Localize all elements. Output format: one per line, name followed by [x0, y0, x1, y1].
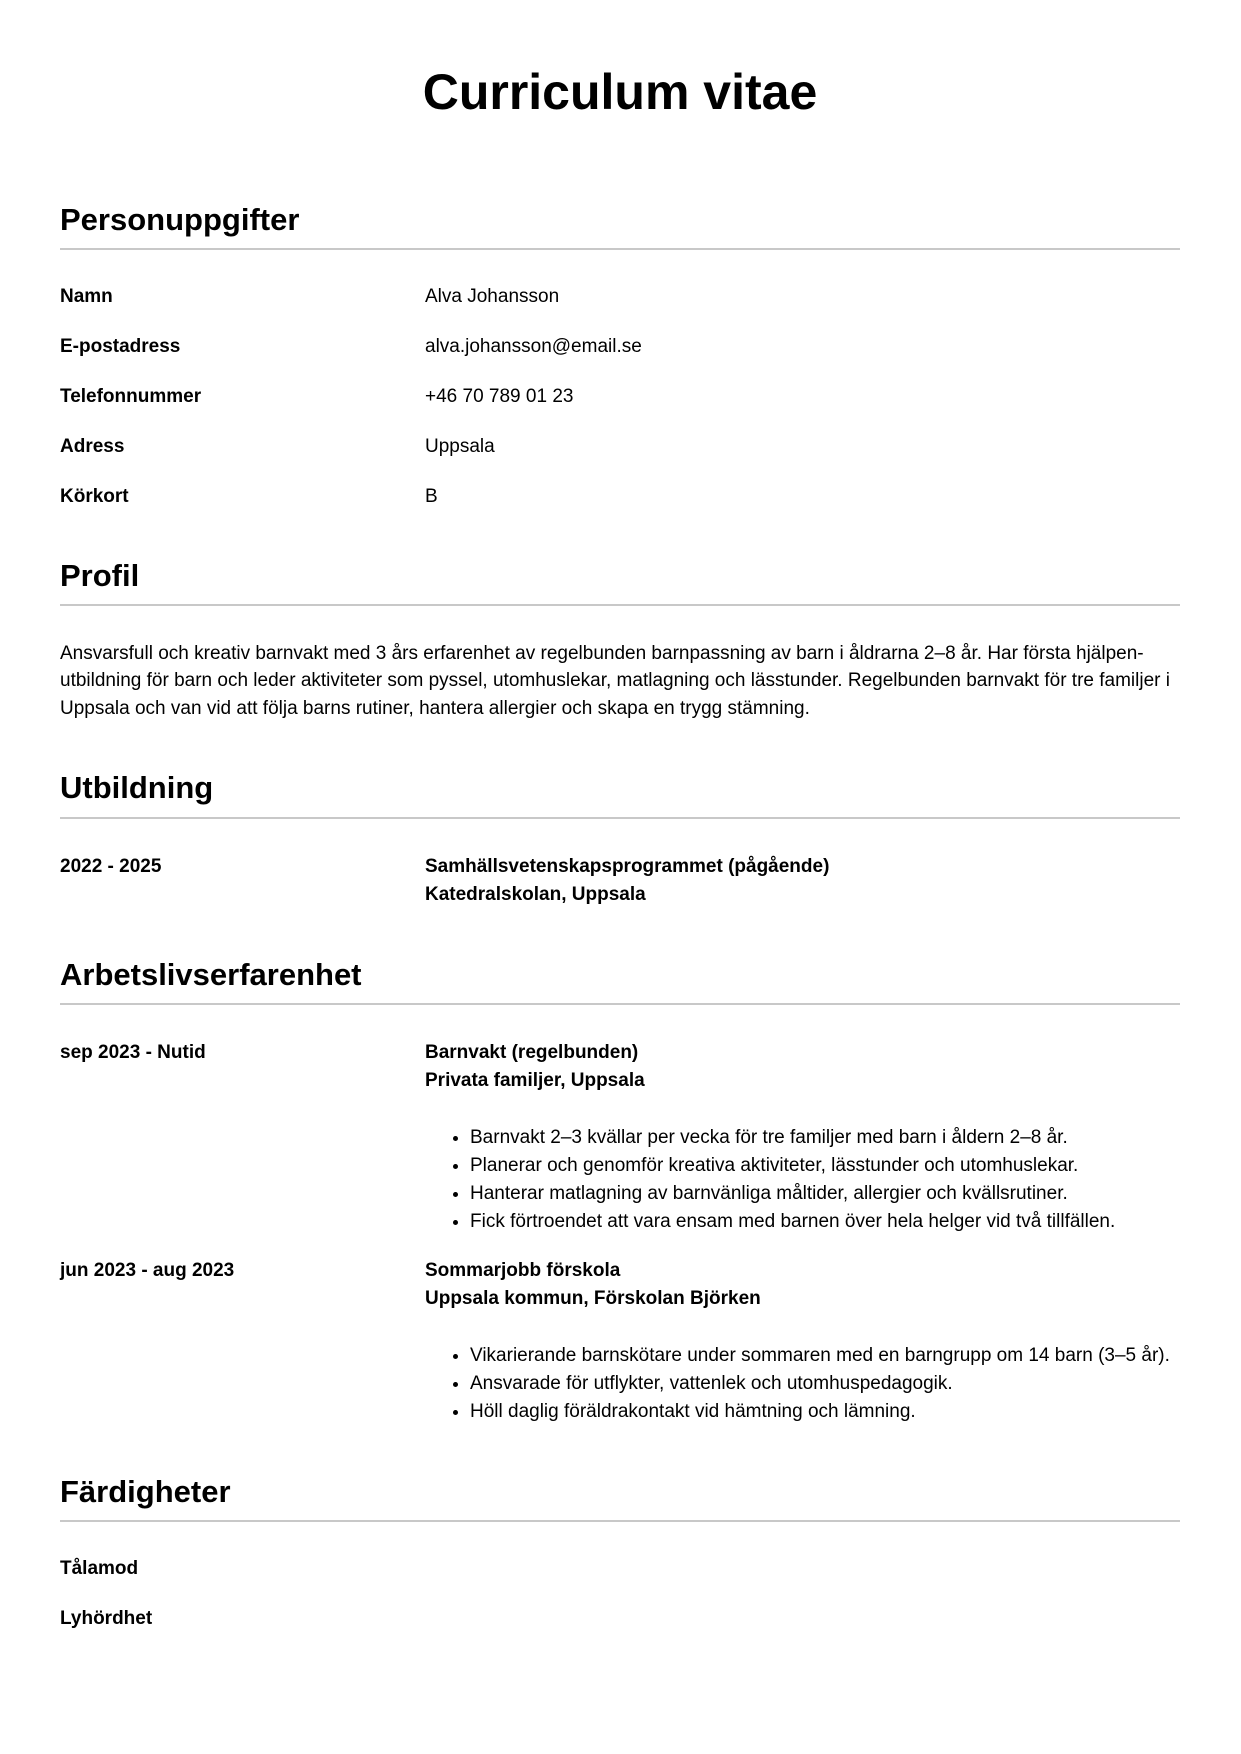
experience-bullet: • Vikarierande barnskötare under sommaren med en barngrupp om 14 barn (3–5 år). — [470, 1342, 1180, 1370]
field-label: Körkort — [60, 485, 129, 507]
experience-bullet: • Ansvarade för utflykter, vattenlek och utomhuspedagogik. — [470, 1370, 1180, 1398]
personal-row-license — [60, 484, 1180, 510]
skill-item: Lyhördhet — [60, 1607, 153, 1629]
page-title: Curriculum vitae — [422, 64, 818, 120]
section-divider — [60, 817, 1180, 819]
personal-row-address — [60, 434, 1180, 460]
field-value: Alva Johansson — [425, 285, 560, 307]
field-label: E-postadress — [60, 335, 181, 357]
field-label: Telefonnummer — [60, 385, 202, 407]
section-divider — [60, 1520, 1180, 1522]
section-divider — [60, 604, 1180, 606]
field-value: Uppsala — [425, 435, 495, 457]
experience-period: jun 2023 - aug 2023 — [60, 1259, 235, 1281]
section-heading-personal: Personuppgifter — [60, 201, 300, 237]
profile-summary: Ansvarsfull och kreativ barnvakt med 3 års erfarenhet av regelbunden barnpassning av barn i åldrarna 2–8 år. Har första hjälpen-utbildning för barn och leder aktiviteter som pyssel, utomhuslekar, matlagning och lässtunder. Regelbunden barnvakt för tre familjer i Uppsala och van vid att följa barns rutiner, hantera allergier och skapa en trygg stämning. — [60, 642, 1170, 719]
experience-bullet: • Fick förtroendet att vara ensam med barnen över hela helger vid två tillfällen. — [470, 1208, 1180, 1236]
experience-title: Barnvakt (regelbunden) — [425, 1041, 639, 1063]
experience-bullet: • Barnvakt 2–3 kvällar per vecka för tre familjer med barn i åldern 2–8 år. — [470, 1124, 1180, 1152]
experience-title: Sommarjobb förskola — [425, 1259, 621, 1281]
education-school: Katedralskolan, Uppsala — [425, 883, 646, 905]
section-divider — [60, 248, 1180, 250]
section-heading-experience: Arbetslivserfarenhet — [60, 956, 362, 992]
experience-details — [425, 1039, 1180, 1236]
experience-employer: Privata familjer, Uppsala — [425, 1069, 645, 1091]
field-value: alva.johansson@email.se — [425, 335, 642, 357]
personal-row-phone — [60, 384, 1180, 410]
section-personal — [60, 201, 1180, 510]
field-value: B — [425, 485, 438, 507]
experience-bullet-list — [425, 1342, 1180, 1426]
experience-bullet: • Planerar och genomför kreativa aktiviteter, lässtunder och utomhuslekar. — [470, 1152, 1180, 1180]
education-title: Samhällsvetenskapsprogrammet (pågående) — [425, 855, 830, 877]
personal-row-email — [60, 334, 1180, 360]
experience-bullet: • Höll daglig föräldrakontakt vid hämtning och lämning. — [470, 1398, 1180, 1426]
experience-employer: Uppsala kommun, Förskolan Björken — [425, 1287, 761, 1309]
experience-entry-babysitter — [60, 1039, 1180, 1236]
experience-entry-preschool — [60, 1257, 1180, 1426]
experience-bullet-list — [425, 1124, 1180, 1236]
section-heading-profile: Profil — [60, 557, 140, 593]
section-heading-education: Utbildning — [60, 770, 214, 806]
section-divider — [60, 1003, 1180, 1005]
experience-period: sep 2023 - Nutid — [60, 1041, 206, 1063]
section-skills — [60, 1473, 1180, 1632]
section-heading-skills: Färdigheter — [60, 1473, 231, 1509]
skill-item: Tålamod — [60, 1557, 139, 1579]
section-experience — [60, 956, 1180, 1426]
education-entry — [60, 853, 1180, 909]
education-period: 2022 - 2025 — [60, 855, 162, 877]
experience-bullet: • Hanterar matlagning av barnvänliga måltider, allergier och kvällsrutiner. — [470, 1180, 1180, 1208]
experience-details — [425, 1257, 1180, 1426]
field-label: Adress — [60, 435, 125, 457]
section-profile — [60, 557, 1180, 723]
education-details — [425, 853, 1180, 909]
field-label: Namn — [60, 285, 113, 307]
field-value: +46 70 789 01 23 — [425, 385, 574, 407]
personal-row-name — [60, 284, 1180, 310]
section-education — [60, 769, 1180, 908]
